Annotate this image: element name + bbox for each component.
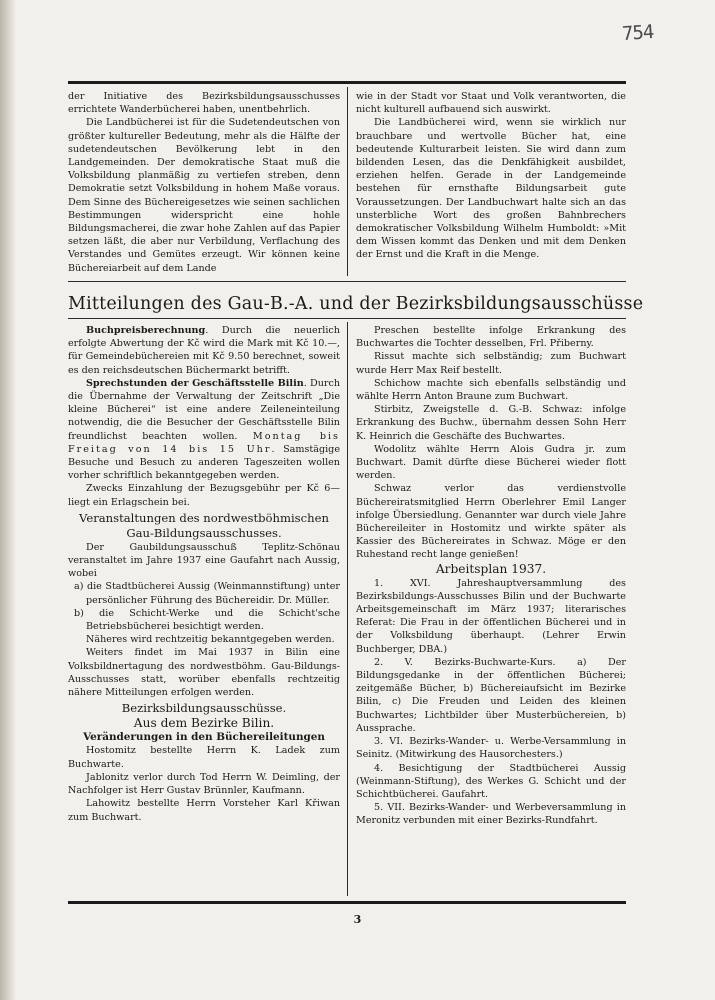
heading-sprechstunden: Sprechstunden der Geschäftsstelle Bilin <box>86 377 304 389</box>
main-left-column <box>68 324 340 824</box>
column-divider-main <box>347 322 348 896</box>
paragraph: Stirbitz, Zweigstelle d. G.-B. Schwaz: infolge Erkrankung des Buchw., übernahm dessen Sohn Herr K. Heinrich die Geschäfte des Buchwartes. <box>356 404 626 442</box>
paragraph: Die Landbücherei ist für die Sudetendeutschen von größter kultureller Bedeutung, mehr als die Hälfte der sudetendeutschen Bevölkerung lebt in den Landgemeinden. Der demokratische Staat muß die Volksbildung planmäßig zu vertiefen streben, denn Demokratie setzt Volksbildung in hohem Maße voraus. Dem Sinne des Büchereigesetzes wie seinen sachlichen Bestimmungen widerspricht eine hohle Bildungsmacherei, die zwar hohe Zahlen auf das Papier setzen läßt, die aber nur Verbildung, Verflachung des Verstandes und Gemütes erzeugt. Wir können keine Büchereiarbeit auf dem Lande <box>68 117 340 274</box>
paragraph: Näheres wird rechtzeitig bekanntgegeben werden. <box>86 634 335 646</box>
paragraph: Rissut machte sich selbständig; zum Buchwart wurde Herr Max Reif bestellt. <box>356 351 626 376</box>
plan-item: 5. VII. Bezirks-Wander- und Werbeversammlung in Meronitz verbunden mit einer Bezirks-Rundfahrt. <box>356 802 626 827</box>
top-right-column <box>356 90 626 262</box>
paragraph: Zwecks Einzahlung der Bezugsgebühr per Kč 6— liegt ein Erlagschein bei. <box>68 483 340 508</box>
paragraph: Schwaz verlor das verdienstvolle Büchereiratsmitglied Herrn Oberlehrer Emil Langer infolge Übersiedlung. Genannter war durch viele Jahre Büchereileiter in Hostomitz und wirkte später als Kassier des Büchereirates in Schwaz. Möge er den Ruhestand recht lange genießen! <box>356 483 626 561</box>
paragraph: Hostomitz bestellte Herrn K. Ladek zum Buchwarte. <box>68 745 340 770</box>
heading-bezirk-bilin: Aus dem Bezirke Bilin. <box>133 716 275 731</box>
page-number: 3 <box>353 913 362 926</box>
paragraph: Jablonitz verlor durch Tod Herrn W. Deimling, der Nachfolger ist Herr Gustav Brünnler, Kaufmann. <box>68 771 340 797</box>
plan-item: 1. XVI. Jahreshauptversammlung des Bezirksbildungs-Ausschusses Bilin und der Buchwarte Arbeitsgemeinschaft im März 1937; literarisches Referat: Die Frau in der öffentlichen Bücherei und in der Volksbildung überhaupt. (Lehrer Erwin Buchberger, DBA.) <box>356 577 626 655</box>
paragraph: Preschen bestellte infolge Erkrankung des Buchwartes die Tochter desselben, Frl. Přiberny. <box>356 325 626 350</box>
plan-item: 2. V. Bezirks-Buchwarte-Kurs. a) Der Bildungsgedanke in der öffentlichen Bücherei; zeitgemäße Bücher, b) Büchereiaufsicht im Bezirke Bilin, c) Die Freuden und Leiden des kleinen Buchwartes; Lichtbilder über Musterbüchereien, b) Aussprache. <box>356 656 626 734</box>
heading-bezirksbildungsausschuesse: Bezirksbildungsausschüsse. <box>121 701 287 716</box>
text: . Durch die neuerlich erfolgte Abwertung der Kč wird die Mark mit Kč 10.—, für Gemeindebüchereien mit Kč 9.50 berechnet, soweit es den reichsdeutschen Büchermarkt betrifft. <box>68 325 340 376</box>
text: . Samstägige Besuche und Besuch zu anderen Tageszeiten wollen vorher schriftlich bekanntgegeben werden. <box>68 443 340 482</box>
column-divider-top <box>347 87 348 276</box>
paragraph: Schichow machte sich ebenfalls selbständig und wählte Herrn Anton Braune zum Buchwart. <box>356 377 626 403</box>
paragraph: Lahowitz bestellte Herrn Vorsteher Karl Křiwan zum Buchwart. <box>68 798 340 823</box>
section-title: Mitteilungen des Gau-B.-A. und der Bezirksbildungsausschüsse <box>68 294 644 314</box>
plan-item: 4. Besichtigung der Stadtbücherei Aussig (Weinmann-Stiftung), des Werkes G. Schicht und der Schichtbücherei. Gaufahrt. <box>356 762 626 800</box>
section-rule-upper <box>68 281 626 282</box>
paragraph: wie in der Stadt vor Staat und Volk verantworten, die nicht kulturell aufbauend sich auswirkt. <box>356 91 626 116</box>
top-rule <box>68 81 626 84</box>
list-item: a) die Stadtbücherei Aussig (Weinmannstiftung) unter persönlicher Führung des Büchereidir. Dr. Müller. <box>74 581 340 606</box>
bottom-rule <box>68 901 626 904</box>
paragraph: Wodolitz wählte Herrn Alois Gudra jr. zum Buchwart. Damit dürfte diese Bücherei wieder flott werden. <box>356 443 626 482</box>
heading-arbeitsplan: Arbeitsplan 1937. <box>435 561 547 576</box>
paragraph: Weiters findet im Mai 1937 in Bilin eine Volksbildnertagung des nordwestböhm. Gau-Bildungs-Ausschusses statt, worüber ebenfalls rechtzeitig nähere Mitteilungen erfolgen werden. <box>68 647 340 699</box>
paragraph-buchpreis <box>68 324 340 377</box>
plan-item: 3. VI. Bezirks-Wander- u. Werbe-Versammlung in Seinitz. (Mitwirkung des Hausorchesters.) <box>356 736 626 761</box>
handwritten-folio-number: 754 <box>621 20 655 46</box>
paragraph: der Initiative des Bezirksbildungsausschusses errichtete Wanderbücherei haben, unentbehrlich. <box>68 91 340 116</box>
office-hours: Montag bis Freitag von 14 bis 15 Uhr <box>68 430 340 455</box>
paragraph: Der Gaubildungsausschuß Teplitz-Schönau veranstaltet im Jahre 1937 eine Gaufahrt nach Aussig, wobei <box>68 541 340 580</box>
main-right-column <box>356 324 626 828</box>
text: . Durch die Übernahme der Verwaltung der Zeitschrift „Die kleine Bücherei“ ist eine andere Zeileneinteilung notwendig, die die Besucher der Geschäftsstelle Bilin freundlichst beachten wollen. <box>68 377 341 442</box>
heading-veranstaltungen: Veranstaltungen des nordwestböhmischen Gau-Bildungsausschusses. <box>79 510 329 540</box>
list-item: b) die Schicht-Werke und die Schicht'sche Betriebsbücherei besichtigt werden. <box>74 607 340 633</box>
top-left-column <box>68 90 340 275</box>
section-rule-lower <box>68 318 626 319</box>
heading-buchpreis: Buchpreisberechnung <box>86 325 206 336</box>
heading-veraenderungen: Veränderungen in den Büchereileitungen <box>83 731 325 744</box>
paragraph-sprechstunden <box>68 377 340 483</box>
paragraph: Die Landbücherei wird, wenn sie wirklich nur brauchbare und wertvolle Bücher hat, eine bedeutende Kulturarbeit leisten. Sie wird dann zum bildenden Lesen, das die Denkfähigkeit ausbildet, erziehen helfen. Gerade in der Landgemeinde bestehen für ernsthafte Bildungsarbeit gute Voraussetzungen. Der Landbuchwart halte sich an das unsterbliche Wort des großen Bahnbrechers demokratischer Volksbildung Wilhelm Humboldt: »Mit dem Wissen kommt das Denken und mit dem Denken der Ernst und die Kraft in die Menge. <box>356 117 626 261</box>
